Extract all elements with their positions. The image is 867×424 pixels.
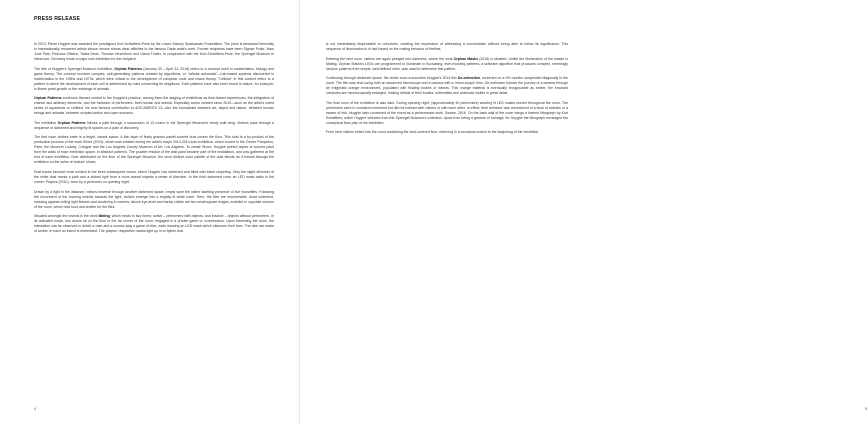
paragraph [34, 96, 274, 116]
paragraph-lead-text: Situated amongst the insects is the work [34, 214, 99, 219]
paragraph [34, 170, 274, 185]
artwork-title: Orphan Patterns [114, 66, 143, 71]
page-number-right: 5 [865, 407, 867, 411]
paragraph-lead-text: Continuing through darkened space, the visitor soon encounters Huyghe's 2014 film [326, 76, 458, 81]
right-text-column [326, 42, 568, 140]
page-heading: PRESS RELEASE [34, 16, 81, 22]
artwork-title: De-extinction [457, 76, 481, 81]
paragraph-text: continues themes central to the Huyghe's practice, among them the staging of exhibitions as time-based experiences, the integration of chance and arbitrary elements, and the inclusion of performers, both human and animal. Especially works created since 2010—such as the artist's noted series of aquariums or Untilled, his now famous contribution to dOCUMENTA 13—blur the boundaries between art, object and nature, between human beings and animals, between scripted action and open scenario. [34, 96, 274, 116]
paragraph [34, 121, 274, 131]
paragraph [34, 135, 274, 165]
paragraph-lead-text: The exhibition [34, 120, 58, 125]
paragraph-text: follows a path through a succession of 13 rooms in the Sprengel Museum's newly built wing. Visitors pass through a sequence of darkened and brightly lit spaces on a path of discovery. [34, 120, 274, 130]
paragraph [326, 101, 568, 126]
paragraph [326, 76, 568, 96]
paragraph-text: In 2010, Pierre Huyghe was awarded the prestigious Kurt-Schwitters-Prize by the Lower Saxony Sparkassen Foundation. The prize is bestowed biennially to internationally renowned artists whose oeuvre shows clear affinities to the famous Dada artist's work. Former recipients have been Sigmar Polke, Nam June Paik, Pedrosa Oiticica, Tacita Dean, Thomas Hirschhorn and Diana Thater. In conjunction with the Kurt-Schwitters-Prize, the Sprengel Museum in Hannover, Germany hosts a major solo exhibition for the recipient. [34, 42, 274, 61]
left-page [0, 0, 300, 424]
paragraph [326, 130, 568, 135]
paragraph-text: is not immediately dispensable to onlookers, creating the impression of witnessing a conversation without being able to follow its significance. This sequence of illumination is in fact based on the mating behavior of fireflies. [326, 42, 568, 51]
paragraph-text: , screened on a HD monitor suspended diagonally in the room. The film was shot using both an advanced microscope and a camera with a 'micro-scopic' lens. De-extinction follows the journey of a camera through an enigmatic orange environment, populated with floating bodies of insects. This orange material is eventually recognizable as amber, the encased creatures are microscopically enlarged, making details of their bodies, extremities and antennae visible in great detail. [326, 76, 568, 96]
paragraph [34, 42, 274, 62]
artwork-title: Orphan Patterns [57, 120, 86, 125]
paragraph [34, 67, 274, 92]
paragraph-lead-text: The title of Huyghe's Sprengel Museum exhibition, [34, 66, 115, 71]
paragraph [34, 214, 274, 234]
paragraph-text: From here visitors exited into the room containing the dust-covered floor, returning in a circuitous motion to the beginning of the exhibition. [326, 130, 540, 135]
paragraph-lead-text: Entering the next room, visitors are again plunged into darkness, where the work [326, 56, 454, 61]
paragraph [34, 190, 274, 210]
left-text-column [34, 42, 274, 239]
paragraph-text: The final room of the exhibition is also dark. During opening night, (approximately 40 performers) wearing lit LED masks moved throughout the room. The performers were in constant movement but did not interact with visitors or with each other. In effect, their behavior was reminiscent of a flock of animals or a swarm of fish. Huyghe later conceived of the event as a performance work, Swarm, 2016. On the back wall of the room hangs a framed lithograph by Kurt Schwitters, which Huyghe selected from the Sprengel Museum's collection. Apart from being a gesture of homage, for Huyghe the lithograph envisaged the conceptual floor plan of his exhibition. [326, 100, 568, 125]
artwork-title: Orphan Patterns [34, 96, 62, 101]
paragraph [326, 57, 568, 72]
paragraph-text: Drawn by a light in the distance, visitors traverse through another darkened space, empty save the rather startling presence of live houseflies. Following the movement of the buzzing insects towards the light, visitors emerge into a brightly lit white room. Here, the flies are innumerable, dead underfoot, massing against ceiling light fixtures and clustering in corners. Above eye-level and barely visible are two small square ledges, installed in opposite corners of the room, which hold food and shelter for the flies. [34, 189, 274, 209]
page-number-left: 4 [34, 407, 36, 411]
paragraph [326, 42, 568, 52]
artwork-title: Mating [98, 214, 110, 219]
paragraph-text: , which exists in two forms: active – performers with objects, and inactive – objects without performers. In its activated mode, two actors sit on the floor in the far corner of the room, engaged in a private game or conversation. Upon traversing the room, the interaction can be observed in detail: a man and a woman play a game of dice, each wearing an LED mask which obscures their face. The dice are made of amber, in each an insect is embedded. The players' respective masks light up in a rhythm that [34, 214, 274, 234]
paragraph-text: Dust tracks become most evident in the three subsequent rooms, which Huyghe has darkened and filled with black carpeting. Only the slight shimmer of the white dust marks a path and a distant light from a room ahead imparts a sense of direction. In the third darkened room an LED mask waits in the corner: Players (2010), worn by a performer on opening night. [34, 169, 274, 184]
paragraph-text: (January 30 – April 24, 2016) refers to a concept used in mathematics, biology and game theory. The concept involves complex, self-generating patterns created by algorithms, or "cellular automata"—rule-based systems discovered in mathematics in the 1950s and 1970s, which were critical to the development of computer code and chaos theory. "Cellular" in this context refers to a pattern in which the development of each cell is determined by rules concerning its neighbors. Such patterns have also been found in nature, for example, in flower petal growth or the markings of animals. [34, 66, 274, 91]
artwork-title: Orphan Masks [453, 56, 479, 61]
paragraph-text: (2016) is situated. Unlike the illumination of the masks in Mating, Orphan Masks's LEDs are programmed to illuminate in fluctuating, ever-evolving patterns, a software algorithm that produces complex, seemingly random patterns from simple, well-defined rules, was used to determine this pattern. [326, 56, 568, 71]
right-page [300, 0, 867, 424]
paragraph-text: The first room visitors enter is a bright, vacant space. A thin layer of finely grained pastel-colored dust covers the floor. This dust is a by-product of the production process of the work Shore (2013), which was created during the artist's major 2013-2014 solo exhibition, which toured to the Centre Pompidou, Paris; the Museum Ludwig, Cologne and the Los Angeles County Museum of Art, Los Angeles. To create Shore, Huyghe peeled layers of colored paint from the walls of each exhibition space, in abstract patterns. The powder residue of the wall paint became part of the installation, and was gathered at the end of each exhibition. Now distributed on the floor of the Sprengel Museum, the once distinct color palette of the dust blends as it travels through the exhibition on the soles of visitors' shoes. [34, 135, 274, 165]
